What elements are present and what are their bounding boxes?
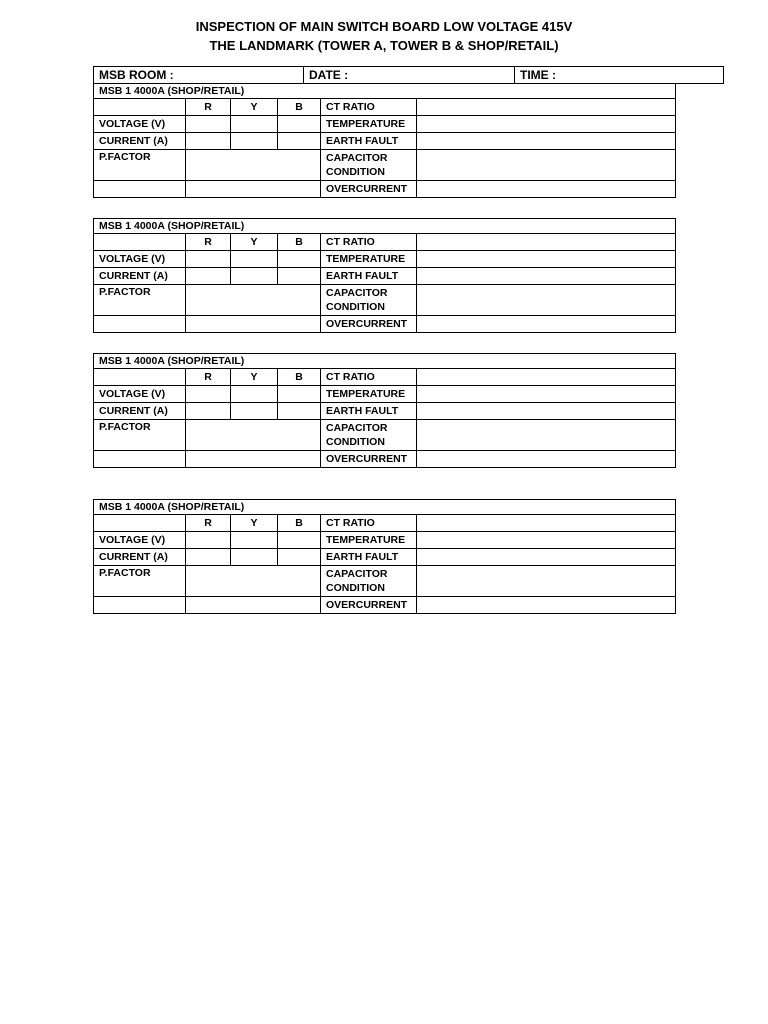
- capacitor-condition-label: CAPACITOR CONDITION: [321, 566, 417, 597]
- phase-b-header: B: [278, 234, 321, 251]
- earth-fault-value[interactable]: [417, 133, 676, 150]
- phase-b-header: B: [278, 369, 321, 386]
- current-b-value[interactable]: [278, 403, 321, 420]
- phase-b-header: B: [278, 515, 321, 532]
- ct-ratio-label: CT RATIO: [321, 369, 417, 386]
- current-label: CURRENT (A): [94, 549, 186, 566]
- voltage-y-value[interactable]: [231, 386, 278, 403]
- phase-r-header: R: [186, 515, 231, 532]
- power-factor-label: P.FACTOR: [94, 285, 186, 316]
- earth-fault-value[interactable]: [417, 403, 676, 420]
- phase-y-header: Y: [231, 234, 278, 251]
- blank-cell: [94, 234, 186, 251]
- voltage-r-value[interactable]: [186, 251, 231, 268]
- capacitor-condition-label: CAPACITOR CONDITION: [321, 420, 417, 451]
- capacitor-condition-value[interactable]: [417, 566, 676, 597]
- blank-cell[interactable]: [186, 316, 321, 333]
- temperature-value[interactable]: [417, 251, 676, 268]
- current-r-value[interactable]: [186, 133, 231, 150]
- power-factor-label: P.FACTOR: [94, 566, 186, 597]
- earth-fault-label: EARTH FAULT: [321, 549, 417, 566]
- current-b-value[interactable]: [278, 268, 321, 285]
- voltage-b-value[interactable]: [278, 251, 321, 268]
- temperature-label: TEMPERATURE: [321, 386, 417, 403]
- blank-cell: [94, 597, 186, 614]
- voltage-label: VOLTAGE (V): [94, 116, 186, 133]
- msb-inspection-table-4: [93, 499, 676, 614]
- phase-y-header: Y: [231, 515, 278, 532]
- msb-section-title: MSB 1 4000A (SHOP/RETAIL): [94, 84, 676, 99]
- voltage-b-value[interactable]: [278, 532, 321, 549]
- earth-fault-label: EARTH FAULT: [321, 133, 417, 150]
- voltage-r-value[interactable]: [186, 116, 231, 133]
- overcurrent-label: OVERCURRENT: [321, 451, 417, 468]
- phase-y-header: Y: [231, 99, 278, 116]
- ct-ratio-label: CT RATIO: [321, 515, 417, 532]
- msb-section-title: MSB 1 4000A (SHOP/RETAIL): [94, 219, 676, 234]
- overcurrent-value[interactable]: [417, 597, 676, 614]
- blank-cell: [94, 99, 186, 116]
- power-factor-label: P.FACTOR: [94, 420, 186, 451]
- blank-cell[interactable]: [186, 181, 321, 198]
- phase-y-header: Y: [231, 369, 278, 386]
- blank-cell: [94, 181, 186, 198]
- overcurrent-value[interactable]: [417, 181, 676, 198]
- capacitor-condition-value[interactable]: [417, 150, 676, 181]
- phase-r-header: R: [186, 369, 231, 386]
- capacitor-condition-value[interactable]: [417, 285, 676, 316]
- voltage-r-value[interactable]: [186, 386, 231, 403]
- current-y-value[interactable]: [231, 268, 278, 285]
- overcurrent-value[interactable]: [417, 451, 676, 468]
- power-factor-value[interactable]: [186, 420, 321, 451]
- earth-fault-value[interactable]: [417, 268, 676, 285]
- current-r-value[interactable]: [186, 549, 231, 566]
- earth-fault-value[interactable]: [417, 549, 676, 566]
- temperature-value[interactable]: [417, 116, 676, 133]
- current-r-value[interactable]: [186, 268, 231, 285]
- blank-cell: [94, 369, 186, 386]
- blank-cell: [94, 451, 186, 468]
- overcurrent-value[interactable]: [417, 316, 676, 333]
- temperature-label: TEMPERATURE: [321, 116, 417, 133]
- phase-r-header: R: [186, 99, 231, 116]
- earth-fault-label: EARTH FAULT: [321, 268, 417, 285]
- msb-inspection-table-2: [93, 218, 676, 333]
- voltage-label: VOLTAGE (V): [94, 386, 186, 403]
- power-factor-value[interactable]: [186, 150, 321, 181]
- capacitor-condition-label: CAPACITOR CONDITION: [321, 285, 417, 316]
- msb-section-title: MSB 1 4000A (SHOP/RETAIL): [94, 500, 676, 515]
- current-b-value[interactable]: [278, 549, 321, 566]
- current-y-value[interactable]: [231, 549, 278, 566]
- blank-cell[interactable]: [186, 451, 321, 468]
- voltage-label: VOLTAGE (V): [94, 532, 186, 549]
- ct-ratio-value[interactable]: [417, 369, 676, 386]
- inspection-header-table: [93, 66, 724, 84]
- blank-cell: [94, 515, 186, 532]
- phase-b-header: B: [278, 99, 321, 116]
- voltage-y-value[interactable]: [231, 251, 278, 268]
- earth-fault-label: EARTH FAULT: [321, 403, 417, 420]
- temperature-value[interactable]: [417, 532, 676, 549]
- voltage-label: VOLTAGE (V): [94, 251, 186, 268]
- overcurrent-label: OVERCURRENT: [321, 597, 417, 614]
- current-r-value[interactable]: [186, 403, 231, 420]
- document-title: INSPECTION OF MAIN SWITCH BOARD LOW VOLTAGE 415V: [195, 19, 573, 34]
- phase-r-header: R: [186, 234, 231, 251]
- overcurrent-label: OVERCURRENT: [321, 316, 417, 333]
- date-field[interactable]: DATE :: [304, 67, 515, 84]
- msb-room-field[interactable]: MSB ROOM :: [94, 67, 304, 84]
- current-y-value[interactable]: [231, 133, 278, 150]
- blank-cell: [94, 316, 186, 333]
- voltage-r-value[interactable]: [186, 532, 231, 549]
- current-label: CURRENT (A): [94, 403, 186, 420]
- time-field[interactable]: TIME :: [515, 67, 724, 84]
- document-subtitle: THE LANDMARK (TOWER A, TOWER B & SHOP/RETAIL): [209, 38, 559, 53]
- temperature-label: TEMPERATURE: [321, 251, 417, 268]
- overcurrent-label: OVERCURRENT: [321, 181, 417, 198]
- voltage-y-value[interactable]: [231, 532, 278, 549]
- current-y-value[interactable]: [231, 403, 278, 420]
- ct-ratio-value[interactable]: [417, 515, 676, 532]
- voltage-y-value[interactable]: [231, 116, 278, 133]
- msb-section-title: MSB 1 4000A (SHOP/RETAIL): [94, 354, 676, 369]
- voltage-b-value[interactable]: [278, 116, 321, 133]
- ct-ratio-label: CT RATIO: [321, 99, 417, 116]
- current-b-value[interactable]: [278, 133, 321, 150]
- ct-ratio-label: CT RATIO: [321, 234, 417, 251]
- power-factor-label: P.FACTOR: [94, 150, 186, 181]
- msb-inspection-table-3: [93, 353, 676, 468]
- capacitor-condition-value[interactable]: [417, 420, 676, 451]
- current-label: CURRENT (A): [94, 268, 186, 285]
- power-factor-value[interactable]: [186, 285, 321, 316]
- power-factor-value[interactable]: [186, 566, 321, 597]
- ct-ratio-value[interactable]: [417, 99, 676, 116]
- blank-cell[interactable]: [186, 597, 321, 614]
- msb-inspection-table-1: [93, 83, 676, 198]
- ct-ratio-value[interactable]: [417, 234, 676, 251]
- voltage-b-value[interactable]: [278, 386, 321, 403]
- temperature-value[interactable]: [417, 386, 676, 403]
- current-label: CURRENT (A): [94, 133, 186, 150]
- capacitor-condition-label: CAPACITOR CONDITION: [321, 150, 417, 181]
- temperature-label: TEMPERATURE: [321, 532, 417, 549]
